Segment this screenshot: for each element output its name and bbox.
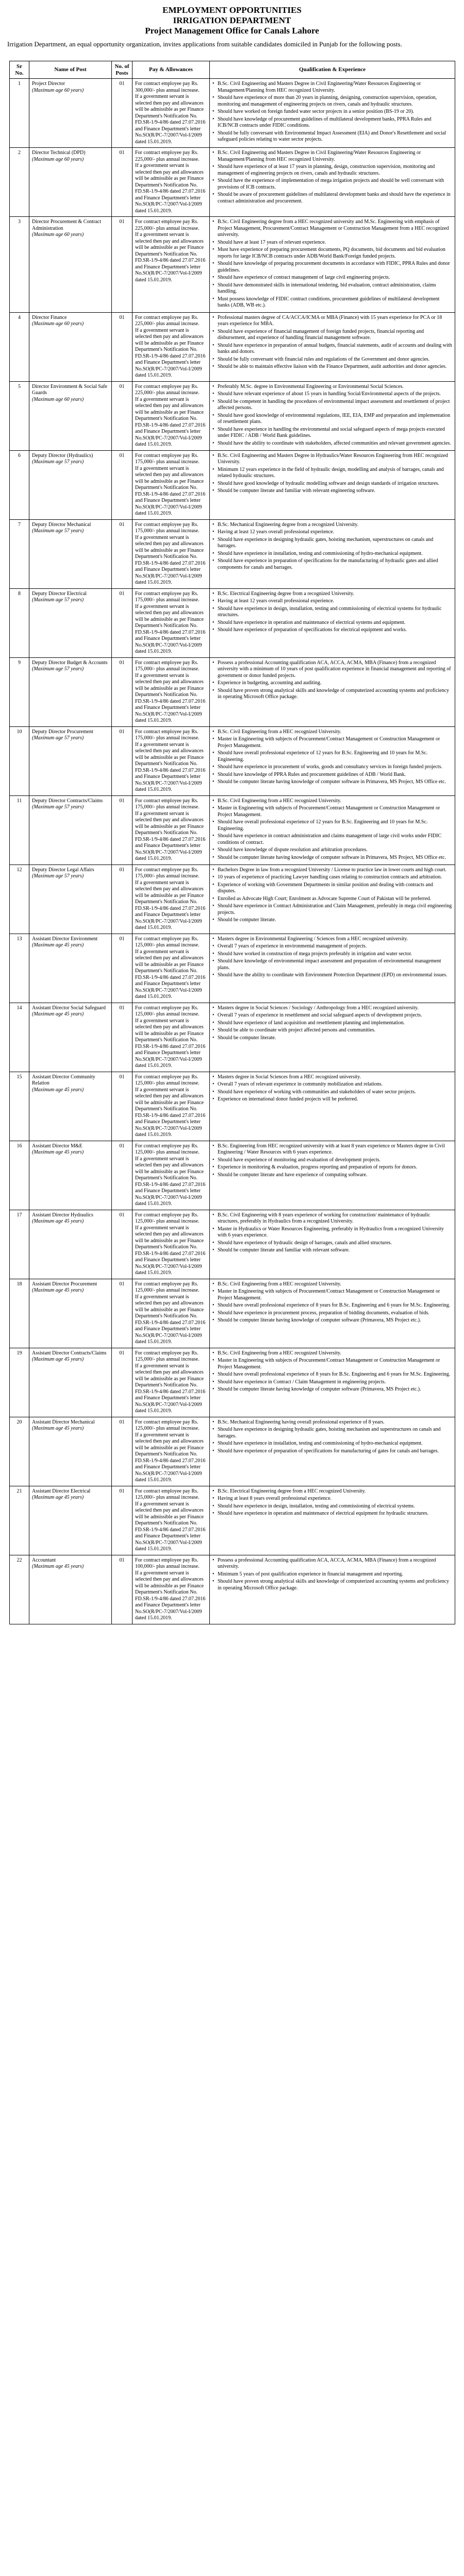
qualification-item: • Should be computer literate having knowledge of computer software in Primavera, MS Project, MS Office etc. [212,855,452,861]
table-row [10,865,455,934]
cell-sr-no: 13 [10,934,29,1003]
cell-pay-allowances: For contract employee pay Rs. 225,000/- plus annual increase. If a government servant is selected then pay and allowances will be admissible as per Finance Department's Notification No. FD.SR-1/9-4/86 dated 27.07.2016 and Finance Department's letter No.SO(R/PC-7/2007/Vol-I/2009 dated 15.01.2019. [132,312,210,381]
qualification-item: • Preferably M.Sc. degree in Environmental Engineering or Environmental Social Sciences. [212,384,452,391]
cell-number-of-posts: 01 [112,934,132,1003]
qualification-item: • Should have demonstrated skills in international tendering, bid evaluation, contract administration, claims handling. [212,282,452,295]
qualification-item: • Should have experience in Contract Administration and Claim Management, preferably in mega civil engineering projects. [212,903,452,916]
cell-pay-allowances: For contract employee pay Rs. 175,000/- plus annual increase. If a government servant is selected then pay and allowances will be admissible as per Finance Department's Notification No. FD.SR-1/9-4/86 dated 27.07.2016 and Finance Department's letter No.SO(R/PC-7/2007/Vol-I/2009 dated 15.01.2019. [132,657,210,726]
post-title: Assistant Director Electrical [32,1488,91,1494]
qualification-item: • Should have experience in designing hydraulic gates, hoisting mechanism, superstructures on canals and barrages. [212,537,452,550]
qualification-item: • Should have the experience of implementation of mega irrigation projects and should be well conversant with provisions of ICB contracts. [212,178,452,191]
cell-pay-allowances: For contract employee pay Rs. 125,000/- plus annual increase. If a government servant is selected then pay and allowances will be admissible as per Finance Department's Notification No. FD.SR-1/9-4/86 dated 27.07.2016 and Finance Department's letter No.SO(R/PC-7/2007/Vol-I/2009 dated 15.01.2019. [132,934,210,1003]
header-row [10,61,455,79]
qualification-item: • Should have experience of preparation of specifications for electrical equipment and works. [212,627,452,634]
qualification-item: • Should have experience in Contract / Claim Management in engineering projects. [212,1379,452,1386]
posts-table-body [10,79,455,1624]
qualification-item: • Overall 7 years of relevant experience in community mobilization and relations. [212,1081,452,1088]
cell-post-name [29,795,112,865]
post-title: Accountant [32,1557,56,1563]
cell-number-of-posts: 01 [112,726,132,795]
cell-sr-no: 15 [10,1072,29,1141]
cell-post-name [29,1072,112,1141]
cell-post-name [29,450,112,519]
cell-number-of-posts: 01 [112,312,132,381]
cell-sr-no: 10 [10,726,29,795]
post-max-age: (Maximum age 45 years) [32,1149,84,1155]
qualification-item: • Should be fully conversant with financial rules and regulations of the Government and donor agencies. [212,357,452,363]
qualification-item: • Should have overall professional experience of 12 years for B.Sc. Engineering and 10 years for M.Sc. Engineering. [212,750,452,763]
qualification-item: • Minimum 5 years of post qualification experience in financial management and reporting. [212,1571,452,1578]
cell-post-name [29,865,112,934]
cell-post-name [29,381,112,450]
qualification-item: • Should have experience of preparation of specifications for manufacturing of gates for canals and barrages. [212,1448,452,1455]
cell-sr-no: 2 [10,148,29,217]
cell-post-name [29,1348,112,1417]
qualification-item: • Should be computer literate and have experience of computing software. [212,1172,452,1179]
post-max-age: (Maximum age 45 years) [32,942,84,948]
qualification-item: • Should have experience of at least 17 years in planning, design, construction supervision, monitoring and management of engineering projects on rivers, canals and hydraulic structures. [212,164,452,177]
cell-qualification [210,1279,455,1348]
table-row [10,1141,455,1210]
post-title: Deputy Director Electrical [32,590,87,597]
cell-qualification [210,312,455,381]
post-title: Deputy Director Legal Affairs [32,867,94,873]
cell-post-name [29,1210,112,1279]
cell-pay-allowances: For contract employee pay Rs. 175,000/- plus annual increase. If a government servant is selected then pay and allowances will be admissible as per Finance Department's Notification No. FD.SR-1/9-4/86 dated 27.07.2016 and Finance Department's letter No.SO(R/PC-7/2007/Vol-I/2009 dated 15.01.2019. [132,726,210,795]
qualification-item: • Should have good knowledge of environmental regulations, IEE, EIA, EMP and preparation and implementation of resettlement plans. [212,413,452,426]
post-max-age: (Maximum age 60 years) [32,232,84,238]
cell-number-of-posts: 01 [112,795,132,865]
cell-qualification [210,934,455,1003]
cell-number-of-posts: 01 [112,657,132,726]
qualification-item: • Should have overall professional experience of 8 years for B.Sc. Engineering and 6 years for M.Sc. Engineering. [212,1371,452,1378]
qualification-item: • Should have knowledge of dispute resolution and arbitration procedures. [212,847,452,854]
col-header-sr: Sr No. [10,61,29,79]
cell-qualification [210,726,455,795]
cell-pay-allowances: For contract employee pay Rs. 125,000/- plus annual increase. If a government servant is selected then pay and allowances will be admissible as per Finance Department's Notification No. FD.SR-1/9-4/86 dated 27.07.2016 and Finance Department's letter No.SO(R/PC-7/2007/Vol-I/2009 dated 15.01.2019. [132,1072,210,1141]
cell-pay-allowances: For contract employee pay Rs. 125,000/- plus annual increase. If a government servant is selected then pay and allowances will be admissible as per Finance Department's Notification No. FD.SR-1/9-4/86 dated 27.07.2016 and Finance Department's letter No.SO(R/PC-7/2007/Vol-I/2009 dated 15.01.2019. [132,1210,210,1279]
cell-sr-no: 20 [10,1417,29,1486]
qualification-item: • Should have experience of monitoring and evaluation of development projects. [212,1157,452,1164]
qualification-item: • Minimum 12 years experience in the field of hydraulic design, modelling and analysis of barrages, canals and related hydraulic structures. [212,467,452,480]
cell-sr-no: 17 [10,1210,29,1279]
cell-qualification [210,1348,455,1417]
qualification-item: • Overall 7 years of experience in environmental management of projects. [212,943,452,950]
cell-number-of-posts: 01 [112,1141,132,1210]
qualification-item: • Should have experience in design, installation, testing and commissioning of electrical systems. [212,1503,452,1510]
table-row [10,450,455,519]
post-max-age: (Maximum age 45 years) [32,1011,84,1017]
cell-number-of-posts: 01 [112,1348,132,1417]
cell-pay-allowances: For contract employee pay Rs. 125,000/- plus annual increase. If a government servant is selected then pay and allowances will be admissible as per Finance Department's Notification No. FD.SR-1/9-4/86 dated 27.07.2016 and Finance Department's letter No.SO(R/PC-7/2007/Vol-I/2009 dated 15.01.2019. [132,1279,210,1348]
post-max-age: (Maximum age 45 years) [32,1426,84,1431]
qualification-item: • B.Sc. Electrical Engineering degree from a recognized University. [212,591,452,598]
qualification-item: • Should have experience of working with communities and stakeholders of water sector projects. [212,1089,452,1096]
cell-qualification [210,519,455,588]
qualification-item: • Master in Engineering with subjects of Procurement/Contract Management or Construction Management or Project Management. [212,1358,452,1370]
cell-qualification [210,1072,455,1141]
cell-post-name [29,217,112,313]
posts-table-header [10,61,455,79]
cell-sr-no: 1 [10,79,29,148]
post-max-age: (Maximum age 45 years) [32,1564,84,1569]
cell-sr-no: 22 [10,1555,29,1624]
qualification-item: • Master in Engineering with subjects of Procurement/Contract Management or Construction Management or Project Management. [212,736,452,749]
post-max-age: (Maximum age 60 years) [32,87,84,93]
cell-pay-allowances: For contract employee pay Rs. 175,000/- plus annual increase. If a government servant is selected then pay and allowances will be admissible as per Finance Department's Notification No. FD.SR-1/9-4/86 dated 27.07.2016 and Finance Department's letter No.SO(R/PC-7/2007/Vol-I/2009 dated 15.01.2019. [132,588,210,657]
qualification-item: • Should be computer literate having knowledge of computer software (Primavera, MS Project etc.). [212,1317,452,1324]
cell-number-of-posts: 01 [112,1279,132,1348]
qualification-item: • Should have experience of more than 20 years in planning, designing, construction supervision, operation, monitoring and management of engineering projects on rivers, canals and hydraulic structures. [212,95,452,108]
post-max-age: (Maximum age 60 years) [32,156,84,162]
post-title: Deputy Director Budget & Accounts [32,659,108,666]
cell-number-of-posts: 01 [112,381,132,450]
qualification-item: • Should have experience of financial management of foreign funded projects, financial reporting and disbursement, and experience of handling financial management software. [212,329,452,342]
qualification-item: • Should have experience in installation, testing and commissioning of hydro-mechanical equipment. [212,1440,452,1447]
qualification-item: • Should have knowledge of PPRA Rules and procurement guidelines of ADB / World Bank. [212,772,452,778]
post-title: Deputy Director Contracts/Claims [32,798,103,804]
header-title: EMPLOYMENT OPPORTUNITIES [162,5,302,15]
cell-number-of-posts: 01 [112,450,132,519]
table-row [10,1279,455,1348]
qualification-item: • Should have knowledge of procurement guidelines of multilateral development banks, PPRA Rules and ICB/NCB contracts under FIDIC conditions. [212,116,452,129]
col-header-qualification: Qualification & Experience [210,61,455,79]
table-row [10,519,455,588]
cell-post-name [29,1003,112,1072]
cell-post-name [29,1417,112,1486]
cell-post-name [29,1486,112,1555]
cell-pay-allowances: For contract employee pay Rs. 125,000/- plus annual increase. If a government servant is selected then pay and allowances will be admissible as per Finance Department's Notification No. FD.SR-1/9-4/86 dated 27.07.2016 and Finance Department's letter No.SO(R/PC-7/2007/Vol-I/2009 dated 15.01.2019. [132,1486,210,1555]
qualification-item: • Should be computer literate having knowledge of computer software in Primavera, MS Project, MS Office etc. [212,779,452,786]
cell-qualification [210,1486,455,1555]
cell-pay-allowances: For contract employee pay Rs. 300,000/- plus annual increase. If a government servant is selected then pay and allowances will be admissible as per Finance Department's Notification No. FD.SR-1/9-4/86 dated 27.07.2016 and Finance Department's letter No.SO(R/PC-7/2007/Vol-I/2009 dated 15.01.2019. [132,79,210,148]
col-header-pay: Pay & Allowances [132,61,210,79]
post-max-age: (Maximum age 45 years) [32,1357,84,1362]
cell-number-of-posts: 01 [112,1417,132,1486]
cell-number-of-posts: 01 [112,148,132,217]
cell-number-of-posts: 01 [112,1072,132,1141]
cell-qualification [210,1141,455,1210]
cell-post-name [29,79,112,148]
qualification-item: • B.Sc. Mechanical Engineering having overall professional experience of 8 years. [212,1419,452,1426]
qualification-item: • Experience of working with Government Departments in similar position and dealing with contracts and disputes. [212,882,452,895]
cell-pay-allowances: For contract employee pay Rs. 175,000/- plus annual increase. If a government servant is selected then pay and allowances will be admissible as per Finance Department's Notification No. FD.SR-1/9-4/86 dated 27.07.2016 and Finance Department's letter No.SO(R/PC-7/2007/Vol-I/2009 dated 15.01.2019. [132,519,210,588]
cell-sr-no: 18 [10,1279,29,1348]
post-max-age: (Maximum age 57 years) [32,804,84,810]
cell-sr-no: 8 [10,588,29,657]
post-title: Assistant Director Community Relation [32,1074,95,1086]
cell-qualification [210,1555,455,1624]
table-row [10,312,455,381]
qualification-item: • Should have knowledge of preparing procurement documents in accordance with FIDIC, PPRA Rules and donor guidelines. [212,261,452,274]
post-title: Deputy Director Mechanical [32,521,91,528]
cell-qualification [210,450,455,519]
qualification-item: • Enrolled as Advocate High Court; Enrolment as Advocate Supreme Court of Pakistan will be preferred. [212,896,452,903]
post-max-age: (Maximum age 57 years) [32,666,84,672]
table-row [10,1417,455,1486]
qualification-item: • Should have experience of land acquisition and resettlement planning and implementation. [212,1020,452,1027]
cell-pay-allowances: For contract employee pay Rs. 125,000/- plus annual increase. If a government servant is selected then pay and allowances will be admissible as per Finance Department's Notification No. FD.SR-1/9-4/86 dated 27.07.2016 and Finance Department's letter No.SO(R/PC-7/2007/Vol-I/2009 dated 15.01.2019. [132,1348,210,1417]
cell-number-of-posts: 01 [112,588,132,657]
cell-sr-no: 19 [10,1348,29,1417]
qualification-item: • Should be computer literate and familiar with relevant engineering software. [212,488,452,495]
cell-number-of-posts: 01 [112,519,132,588]
col-header-post: Name of Post [29,61,112,79]
cell-number-of-posts: 01 [112,1210,132,1279]
cell-sr-no: 21 [10,1486,29,1555]
table-row [10,657,455,726]
qualification-item: • Should have worked on foreign funded water sector projects in a senior position (BS-19 or 20). [212,109,452,115]
cell-sr-no: 14 [10,1003,29,1072]
intro-paragraph: Irrigation Department, an equal opportunity organization, invites applications from suitable candidates domiciled in Punjab for the following posts. [7,40,402,48]
table-row [10,795,455,865]
qualification-item: • Should have knowledge of environmental impact assessment and preparation of environmental management plans. [212,958,452,971]
qualification-item: • Should be able to maintain effective liaison with the Finance Department, audit authorities and donor agencies. [212,364,452,370]
post-max-age: (Maximum age 45 years) [32,1495,84,1500]
table-row [10,1486,455,1555]
cell-qualification [210,588,455,657]
cell-sr-no: 3 [10,217,29,313]
post-max-age: (Maximum age 60 years) [32,321,84,327]
post-title: Director Finance [32,314,67,320]
qualification-item: • Experience in budgeting, accounting and auditing. [212,680,452,687]
qualification-item: • Should have experience in procurement process, preparation of bidding documents, evaluation of bids. [212,1310,452,1317]
table-row [10,79,455,148]
qualification-item: • Should have the ability to coordinate with stakeholders, affected communities and relevant government agencies. [212,440,452,447]
qualification-item: • Should have relevant experience of about 15 years in handling Social/Environmental aspects of the projects. [212,391,452,398]
qualification-item: • B.Sc. Civil Engineering degree from a HEC recognized university and M.Sc. Engineering with emphasis of Project Management, Procurement/Contract Management or Construction Management from a HEC recognized university. [212,219,452,239]
qualification-item: • Having at least 12 years overall professional experience. [212,598,452,605]
qualification-item: • Should have experience in handling the environmental and social safeguard aspects of mega projects executed under FIDIC / ADB / World Bank guidelines. [212,427,452,439]
post-max-age: (Maximum age 45 years) [32,1287,84,1293]
qualification-item: • Should have experience in contract administration and claims management of large civil works under FIDIC conditions of contract. [212,833,452,846]
table-row [10,726,455,795]
qualification-item: • Possess a professional Accounting qualification ACA, ACCA, ACMA, MBA (Finance) from a recognized university. [212,1557,452,1570]
cell-sr-no: 5 [10,381,29,450]
table-row [10,1555,455,1624]
header-office: Project Management Office for Canals Lahore [145,26,319,36]
qualification-item: • Should be computer literate having knowledge of computer software (Primavera, MS Project etc.). [212,1386,452,1393]
qualification-item: • B.Sc. Engineering from HEC recognized university with at least 8 years experience or Masters degree in Civil Engineering / Water Resources with 6 years experience. [212,1143,452,1156]
cell-qualification [210,1003,455,1072]
qualification-item: • Master in Engineering with subjects of Procurement/Contract Management or Construction Management or Project Management. [212,805,452,818]
post-title: Assistant Director Social Safeguard [32,1005,106,1011]
cell-pay-allowances: For contract employee pay Rs. 175,000/- plus annual increase. If a government servant is selected then pay and allowances will be admissible as per Finance Department's Notification No. FD.SR-1/9-4/86 dated 27.07.2016 and Finance Department's letter No.SO(R/PC-7/2007/Vol-I/2009 dated 15.01.2019. [132,865,210,934]
qualification-item: • B.Sc. Civil Engineering from a HEC recognized University. [212,1350,452,1357]
qualification-item: • Should be able to coordinate with project affected persons and communities. [212,1027,452,1034]
post-title: Project Director [32,81,65,87]
qualification-item: • Should have experience in procurement of works, goods and consultancy services in foreign funded projects. [212,764,452,771]
qualification-item: • Should be fully conversant with Environmental Impact Assessment (EIA) and Donor's Resettlement and social safeguard policies relating to water sector projects. [212,130,452,143]
cell-post-name [29,312,112,381]
cell-post-name [29,1555,112,1624]
qualification-item: • Having at least 8 years overall professional experience. [212,1496,452,1502]
qualification-item: • Should have at least 17 years of relevant experience. [212,240,452,246]
cell-pay-allowances: For contract employee pay Rs. 125,000/- plus annual increase. If a government servant is selected then pay and allowances will be admissible as per Finance Department's Notification No. FD.SR-1/9-4/86 dated 27.07.2016 and Finance Department's letter No.SO(R/PC-7/2007/Vol-I/2009 dated 15.01.2019. [132,1003,210,1072]
cell-qualification [210,795,455,865]
qualification-item: • B.Sc. Civil Engineering and Masters Degree in Civil Engineering/Water Resources Engineering or Management/Planning from HEC recognized University. [212,150,452,163]
posts-table [9,61,455,1624]
qualification-item: • Must possess knowledge of FIDIC contract conditions, procurement guidelines of multilateral development banks (ADB, WB etc.). [212,296,452,309]
qualification-item: • Should be competent in handling the procedures of environmental impact assessment and resettlement of project affected persons. [212,399,452,412]
qualification-item: • B.Sc. Civil Engineering and Masters Degree in Hydraulics/Water Resources Engineering from HEC recognized University. [212,453,452,466]
cell-number-of-posts: 01 [112,79,132,148]
qualification-item: • Experience on international donor funded projects will be preferred. [212,1096,452,1103]
qualification-item: • Masters degree in Social Sciences from a HEC recognized university. [212,1074,452,1081]
qualification-item: • Possess a professional Accounting qualification ACA, ACCA, ACMA, MBA (Finance) from a recognized university with a minimum of 10 years of post qualification experience in financial management and reporting of government or donor funded projects. [212,660,452,680]
qualification-item: • Should have experience in designing hydraulic gates, hoisting mechanism and superstructures on canals and barrages. [212,1427,452,1439]
post-max-age: (Maximum age 57 years) [32,735,84,741]
qualification-item: • 10 years of experience of practicing Lawyer handling cases relating to construction contracts and arbitration. [212,874,452,881]
cell-pay-allowances: For contract employee pay Rs. 225,000/- plus annual increase. If a government servant is selected then pay and allowances will be admissible as per Finance Department's Notification No. FD.SR-1/9-4/86 dated 27.07.2016 and Finance Department's letter No.SO(R/PC-7/2007/Vol-I/2009 dated 15.01.2019. [132,217,210,313]
cell-sr-no: 7 [10,519,29,588]
qualification-item: • Should have experience of contract management of large civil engineering projects. [212,275,452,281]
post-max-age: (Maximum age 45 years) [32,1087,84,1093]
cell-pay-allowances: For contract employee pay Rs. 175,000/- plus annual increase. If a government servant is selected then pay and allowances will be admissible as per Finance Department's Notification No. FD.SR-1/9-4/86 dated 27.07.2016 and Finance Department's letter No.SO(R/PC-7/2007/Vol-I/2009 dated 15.01.2019. [132,450,210,519]
qualification-item: • B.Sc. Civil Engineering from a HEC recognized University. [212,729,452,736]
post-max-age: (Maximum age 45 years) [32,1218,84,1224]
qualification-item: • Should have proven strong analytical skills and knowledge of computerized accounting systems and proficiency in operating Microsoft Office package. [212,1579,452,1591]
cell-qualification [210,1210,455,1279]
post-title: Assistant Director Contracts/Claims [32,1350,107,1356]
cell-qualification [210,217,455,313]
qualification-item: • Should have experience in preparation of specifications for the manufacturing of hydraulic gates and allied components for canals and barrages. [212,558,452,571]
post-max-age: (Maximum age 57 years) [32,459,84,465]
qualification-item: • Should have overall professional experience of 12 years for B.Sc. Engineering and 10 years for M.Sc. Engineering. [212,819,452,832]
qualification-item: • Should be aware of procurement guidelines of multilateral development banks and should have the experience in contract administration and procurement. [212,192,452,205]
cell-qualification [210,1417,455,1486]
cell-qualification [210,381,455,450]
table-row [10,1003,455,1072]
post-max-age: (Maximum age 57 years) [32,528,84,534]
qualification-item: • B.Sc. Civil Engineering from a HEC recognized University. [212,1281,452,1288]
cell-post-name [29,726,112,795]
cell-number-of-posts: 01 [112,1486,132,1555]
qualification-item: • Must have experience of preparing procurement documents, PQ documents, bid documents and bid evaluation reports for large ICB/NCB contracts under ADB/World Bank/Foreign funded projects. [212,247,452,260]
qualification-item: • B.Sc. Civil Engineering with 8 years experience of working for construction/ maintenance of hydraulic structures, preferably in Hydraulics from a recognized University. [212,1212,452,1225]
qualification-item: • B.Sc. Electrical Engineering degree from a HEC recognized University. [212,1488,452,1495]
qualification-item: • Master in Hydraulics or Water Resources Engineering, preferably in Hydraulics from a recognized University with 6 years experience. [212,1226,452,1239]
qualification-item: • Masters degree in Environmental Engineering / Sciences from a HEC recognized university. [212,936,452,943]
header-department: IRRIGATION DEPARTMENT [173,15,291,25]
table-row [10,148,455,217]
cell-pay-allowances: For contract employee pay Rs. 225,000/- plus annual increase. If a government servant is selected then pay and allowances will be admissible as per Finance Department's Notification No. FD.SR-1/9-4/86 dated 27.07.2016 and Finance Department's letter No.SO(R/PC-7/2007/Vol-I/2009 dated 15.01.2019. [132,148,210,217]
cell-post-name [29,1141,112,1210]
qualification-item: • Should have proven strong analytical skills and knowledge of computerized accounting systems and proficiency in operating Microsoft Office package. [212,688,452,701]
cell-sr-no: 12 [10,865,29,934]
qualification-item: • Professional masters degree of CA/ACCA/ICMA or MBA (Finance) with 15 years experience for PCA or 18 years experience for MBA. [212,315,452,328]
cell-pay-allowances: For contract employee pay Rs. 225,000/- plus annual increase. If a government servant is selected then pay and allowances will be admissible as per Finance Department's Notification No. FD.SR-1/9-4/86 dated 27.07.2016 and Finance Department's letter No.SO(R/PC-7/2007/Vol-I/2009 dated 15.01.2019. [132,381,210,450]
qualification-item: • Having at least 12 years overall professional experience. [212,529,452,536]
table-row [10,1072,455,1141]
post-title: Deputy Director (Hydraulics) [32,452,93,459]
cell-number-of-posts: 01 [112,1555,132,1624]
qualification-item: • Should have good knowledge of hydraulic modelling software and design standards of irrigation structures. [212,481,452,487]
cell-pay-allowances: For contract employee pay Rs. 125,000/- plus annual increase. If a government servant is selected then pay and allowances will be admissible as per Finance Department's Notification No. FD.SR-1/9-4/86 dated 27.07.2016 and Finance Department's letter No.SO(R/PC-7/2007/Vol-I/2009 dated 15.01.2019. [132,1141,210,1210]
qualification-item: • B.Sc. Mechanical Engineering degree from a recognized University. [212,522,452,529]
qualification-item: • Master in Engineering with subjects of Procurement/Contract Management or Construction Management or Project Management. [212,1289,452,1301]
qualification-item: • Should have worked in construction of mega projects preferably in irrigation and water sector. [212,951,452,958]
qualification-item: • Should have the ability to coordinate with Environment Protection Department (EPD) on environmental issues. [212,972,452,979]
cell-qualification [210,79,455,148]
post-title: Director Environment & Social Safe Guards [32,383,108,396]
table-row [10,1210,455,1279]
post-title: Assistant Director Procurement [32,1281,97,1287]
qualification-item: • Should have experience in design, installation, testing and commissioning of electrical systems for hydraulic structures. [212,606,452,619]
advertisement-header [0,5,464,36]
table-row [10,934,455,1003]
qualification-item: • Overall 7 years of experience in resettlement and social safeguard aspects of development projects. [212,1012,452,1019]
cell-number-of-posts: 01 [112,217,132,313]
table-row [10,217,455,313]
cell-post-name [29,148,112,217]
post-max-age: (Maximum age 57 years) [32,597,84,603]
cell-number-of-posts: 01 [112,865,132,934]
cell-post-name [29,657,112,726]
qualification-item: • B.Sc. Civil Engineering from a HEC recognized University. [212,798,452,805]
cell-qualification [210,148,455,217]
cell-pay-allowances: For contract employee pay Rs. 125,000/- plus annual increase. If a government servant is selected then pay and allowances will be admissible as per Finance Department's Notification No. FD.SR-1/9-4/86 dated 27.07.2016 and Finance Department's letter No.SO(R/PC-7/2007/Vol-I/2009 dated 15.01.2019. [132,1417,210,1486]
qualification-item: • Should have experience in operation and maintenance of electrical equipment for hydraulic structures. [212,1511,452,1517]
table-row [10,588,455,657]
post-title: Deputy Director Procurement [32,728,93,735]
post-title: Director Procurement & Contract Administration [32,219,102,231]
qualification-item: • Should have experience in operation and maintenance of electrical systems and equipment. [212,620,452,626]
post-max-age: (Maximum age 60 years) [32,396,84,402]
qualification-item: • Should be computer literate. [212,1035,452,1042]
qualification-item: • Should be computer literate and familiar with relevant software. [212,1247,452,1254]
cell-post-name [29,1279,112,1348]
qualification-item: • Experience in monitoring & evaluation, progress reporting and preparation of reports for donors. [212,1164,452,1171]
cell-post-name [29,588,112,657]
post-max-age: (Maximum age 57 years) [32,873,84,879]
cell-post-name [29,519,112,588]
qualification-item: • Should have overall professional experience of 8 years for B.Sc. Engineering and 6 years for M.Sc. Engineering. [212,1302,452,1309]
post-title: Director Technical (DPD) [32,150,86,156]
qualification-item: • B.Sc. Civil Engineering and Masters Degree in Civil Engineering/Water Resources Engineering or Management/Planning from HEC recognized University. [212,81,452,94]
cell-number-of-posts: 01 [112,1003,132,1072]
post-title: Assistant Director Environment [32,936,98,942]
cell-sr-no: 9 [10,657,29,726]
table-row [10,1348,455,1417]
cell-pay-allowances: For contract employee pay Rs. 175,000/- plus annual increase. If a government servant is selected then pay and allowances will be admissible as per Finance Department's Notification No. FD.SR-1/9-4/86 dated 27.07.2016 and Finance Department's letter No.SO(R/PC-7/2007/Vol-I/2009 dated 15.01.2019. [132,795,210,865]
cell-qualification [210,657,455,726]
col-header-posts-count: No. of Posts [112,61,132,79]
cell-sr-no: 16 [10,1141,29,1210]
cell-pay-allowances: For contract employee pay Rs. 100,000/- plus annual increase. If a government servant is selected then pay and allowances will be admissible as per Finance Department's Notification No. FD.SR-1/9-4/86 dated 27.07.2016 and Finance Department's letter No.SO(R/PC-7/2007/Vol-I/2009 dated 15.01.2019. [132,1555,210,1624]
qualification-item: • Should have experience in installation, testing and commissioning of hydro-mechanical equipment. [212,551,452,557]
qualification-item: • Bachelors Degree in law from a recognized University / License to practice law in lower courts and high court. [212,867,452,874]
cell-sr-no: 11 [10,795,29,865]
post-title: Assistant Director Hydraulics [32,1212,93,1218]
qualification-item: • Masters degree in Social Sciences / Sociology / Anthropology from a HEC recognized university. [212,1005,452,1012]
post-title: Assistant Director M&E [32,1143,82,1149]
qualification-item: • Should have experience in preparation of annual budgets, financial statements, audit of accounts and dealing with banks and donors. [212,343,452,355]
qualification-item: • Should be computer literate. [212,917,452,924]
cell-qualification [210,865,455,934]
post-title: Assistant Director Mechanical [32,1419,95,1425]
table-row [10,381,455,450]
cell-post-name [29,934,112,1003]
qualification-item: • Should have experience of hydraulic design of barrages, canals and allied structures. [212,1240,452,1247]
cell-sr-no: 4 [10,312,29,381]
cell-sr-no: 6 [10,450,29,519]
